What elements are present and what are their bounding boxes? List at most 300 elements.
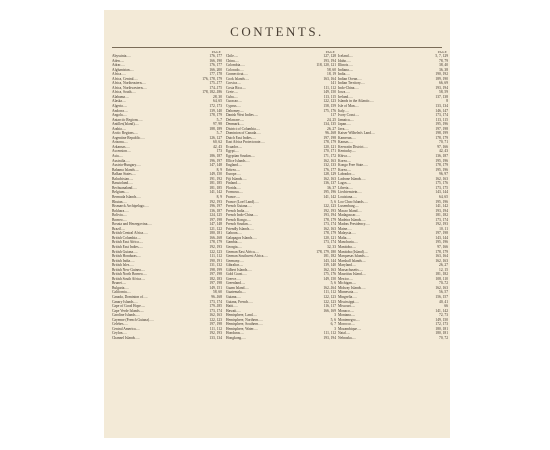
- entry-name: Italy.....: [338, 108, 349, 113]
- entry-name: Mozambique.....: [338, 326, 362, 331]
- entry-name: Kentucky.....: [338, 149, 357, 154]
- entry-page: 66, 69: [439, 81, 448, 86]
- entry-page: 28, 30: [213, 94, 222, 99]
- entry-name: Missouri.....: [338, 304, 356, 309]
- entry-name: Gaboon.....: [226, 231, 242, 236]
- entry-page: 197, 198: [323, 135, 336, 140]
- entry-name: British New Guinea.....: [112, 267, 146, 272]
- entry-name: Ireland.....: [338, 94, 353, 99]
- entry-name: Cyprus.....: [226, 104, 241, 109]
- entry-name: Jamaica.....: [338, 117, 355, 122]
- entry-name: Ivory Coast.....: [338, 113, 360, 118]
- entry-name: British Guiana.....: [112, 249, 138, 254]
- entry-page: 178, 179: [323, 231, 336, 236]
- entry-name: Connecticut.....: [226, 72, 248, 77]
- entry-page: 191, 192: [209, 176, 222, 181]
- entry-page: 181, 182: [435, 213, 448, 218]
- entry-page: 137, 138: [435, 94, 448, 99]
- entry-name: East Africa Protectorate.....: [226, 140, 265, 145]
- entry-page: 111, 112: [209, 326, 222, 331]
- entry-page: 97, 166: [437, 244, 448, 249]
- entry-name: Arctic Regions.....: [112, 131, 139, 136]
- entry-name: Hemisphere, Land.....: [226, 313, 258, 318]
- entry-page: 166, 190: [209, 58, 222, 63]
- entry-name: Nebraska.....: [338, 335, 357, 340]
- entry-page: 156, 157: [435, 294, 448, 299]
- entry-name: Iowa.....: [338, 90, 350, 95]
- entry-page: 64, 65: [213, 99, 222, 104]
- entry-name: Caroline Islands.....: [112, 313, 140, 318]
- entry-page: 139, 140: [323, 263, 336, 268]
- entry-page: 122, 123: [209, 317, 222, 322]
- entry-page: 197, 198: [209, 322, 222, 327]
- entry-page: 117: [330, 113, 336, 118]
- entry-name: Marshall Islands.....: [338, 258, 367, 263]
- entry-page: 97, 98: [213, 122, 222, 127]
- entry-name: California.....: [112, 290, 132, 295]
- entry-name: China.....: [226, 58, 240, 63]
- index-column: [112, 50, 222, 340]
- entry-name: Honduras.....: [226, 331, 245, 336]
- entry-page: 198, 199: [209, 267, 222, 272]
- entry-name: British East Africa.....: [112, 240, 144, 245]
- entry-name: Dahomey.....: [226, 108, 245, 113]
- entry-page: 124, 125: [209, 213, 222, 218]
- entry-page: 195, 196: [435, 167, 448, 172]
- entry-name: Eritrea.....: [226, 167, 241, 172]
- entry-page: 193, 194: [323, 213, 336, 218]
- entry-page: 122, 123: [323, 204, 336, 209]
- page-title: CONTENTS.: [230, 24, 324, 39]
- entry-page: 176, 177: [323, 167, 336, 172]
- entry-name: Baluchistan.....: [112, 176, 134, 181]
- entry-page: 189, 190: [435, 76, 448, 81]
- entry-page: 192, 193: [209, 244, 222, 249]
- entry-name: Montana.....: [338, 313, 356, 318]
- entry-name: Aden.....: [112, 58, 125, 63]
- column-page-header: PAGE: [325, 50, 335, 54]
- entry-name: Antilles(Island).....: [112, 122, 140, 127]
- entry-page: 149, 150: [323, 276, 336, 281]
- entry-name: Cuba.....: [226, 94, 239, 99]
- entry-page: 173, 174: [209, 299, 222, 304]
- entry-name: Mississippi.....: [338, 299, 359, 304]
- entry-page: 146, 147: [435, 108, 448, 113]
- entry-page: 162, 163: [323, 267, 336, 272]
- entry-page: 196, 197: [209, 158, 222, 163]
- entry-page: 3: [334, 326, 336, 331]
- entry-name: Africa.....: [112, 72, 126, 77]
- entry-page: 133, 134: [209, 335, 222, 340]
- entry-page: 173, 174: [323, 240, 336, 245]
- entry-page: 198, 199: [435, 131, 448, 136]
- entry-name: Islands in the Atlantic.....: [338, 99, 374, 104]
- entry-name: British Isles.....: [112, 263, 134, 268]
- entry-page: 96, 97: [439, 172, 448, 177]
- entry-name: Bahama Islands.....: [112, 167, 140, 172]
- entry-page: 122, 123: [323, 294, 336, 299]
- entry-page: 197, 198: [435, 231, 448, 236]
- entry-page: 70–72: [439, 281, 448, 286]
- entry-page: 193, 194: [435, 208, 448, 213]
- entry-name: Kaiser Wilhelm's Land.....: [338, 131, 376, 136]
- entry-page: 42, 43: [439, 149, 448, 154]
- entry-page: 42, 43: [213, 144, 222, 149]
- entry-name: Arkansas.....: [112, 144, 130, 149]
- entry-name: Hawaii.....: [226, 308, 241, 313]
- entry-page: 120, 121: [323, 144, 336, 149]
- entry-name: Hemisphere, Northern.....: [226, 317, 263, 322]
- title-rule: [112, 47, 442, 48]
- entry-page: 162, 163: [435, 258, 448, 263]
- entry-page: 166, 200: [209, 67, 222, 72]
- entry-page: 175–177: [209, 81, 222, 86]
- entry-name: Arizona.....: [112, 140, 129, 145]
- entry-page: 127, 128: [323, 54, 336, 58]
- entry-name: Mingrelia.....: [338, 294, 357, 299]
- entry-name: Florida.....: [226, 185, 241, 190]
- entry-name: German East Africa.....: [226, 249, 260, 254]
- entry-page: 149, 150: [323, 90, 336, 95]
- entry-page: 162, 163: [435, 285, 448, 290]
- entry-name: Manchuria.....: [338, 240, 359, 245]
- entry-page: 163, 164: [435, 254, 448, 259]
- entry-page: 5, 6: [330, 199, 336, 204]
- entry-page: 132, 133: [323, 163, 336, 168]
- entry-page: 178, 179: [209, 113, 222, 118]
- entry-name: Macao Island.....: [338, 208, 362, 213]
- entry-name: Maryland.....: [338, 263, 357, 268]
- entry-page: 78, 79: [439, 58, 448, 63]
- entry-name: Illinois.....: [338, 63, 353, 68]
- entry-name: Bulgaria.....: [112, 285, 129, 290]
- entry-name: Mexico.....: [338, 276, 354, 281]
- entry-page: 181, 182: [323, 254, 336, 259]
- entry-name: Colombia.....: [226, 63, 245, 68]
- entry-page: 195, 196: [435, 199, 448, 204]
- entry-name: Gold Coast.....: [226, 272, 247, 277]
- entry-name: Dominion of Canada.....: [226, 131, 261, 136]
- entry-page: 64, 65: [439, 194, 448, 199]
- entry-name: British Central Africa.....: [112, 231, 148, 236]
- entry-page: 162–164: [323, 285, 336, 290]
- entry-page: 177, 178: [209, 72, 222, 77]
- entry-page: 174–175: [209, 85, 222, 90]
- entry-page: 120, 121: [323, 235, 336, 240]
- index-entry: [226, 336, 336, 341]
- entry-page: 58, 60: [327, 67, 336, 72]
- entry-page: 24, 25: [327, 117, 336, 122]
- entry-name: Korea.....: [338, 167, 352, 172]
- entry-page: 175, 176: [323, 272, 336, 277]
- entry-page: 192, 193: [209, 199, 222, 204]
- entry-name: Basutoland.....: [112, 181, 133, 186]
- entry-page: 5, 6: [330, 317, 336, 322]
- entry-page: 186, 187: [209, 154, 222, 159]
- entry-name: Greece.....: [226, 276, 241, 281]
- entry-page: 173, 174: [323, 222, 336, 227]
- entry-name: Bolivia.....: [112, 213, 128, 218]
- entry-page: 8: [446, 99, 448, 104]
- entry-page: 141, 142: [435, 308, 448, 313]
- entry-name: Africa, South.....: [112, 90, 136, 95]
- entry-page: 162, 163: [323, 176, 336, 181]
- entry-page: 139, 140: [209, 108, 222, 113]
- entry-page: 149, 150: [435, 317, 448, 322]
- entry-name: Balkan States.....: [112, 172, 137, 177]
- entry-page: 12, 15: [439, 267, 448, 272]
- entry-page: 134, 135: [323, 122, 336, 127]
- entry-name: Idaho.....: [338, 58, 351, 63]
- entry-name: Japan.....: [338, 122, 351, 127]
- entry-name: Abyssinia.....: [112, 54, 131, 58]
- entry-page: 196, 197: [209, 204, 222, 209]
- entry-page: 173, 174: [209, 308, 222, 313]
- entry-name: Bermuda Islands.....: [112, 194, 141, 199]
- entry-name: Monaco.....: [338, 308, 355, 313]
- entry-name: Madeira Islands.....: [338, 217, 366, 222]
- entry-page: 172, 173: [435, 322, 448, 327]
- entry-page: 158, 159: [323, 104, 336, 109]
- entry-page: 178, 179: [435, 135, 448, 140]
- entry-name: Morocco.....: [338, 322, 356, 327]
- entry-page: 141, 142: [323, 194, 336, 199]
- entry-page: 143, 144: [435, 190, 448, 195]
- entry-page: 178, 179: [209, 240, 222, 245]
- entry-page: 178, 179, 180: [316, 249, 336, 254]
- entry-name: Friendly Islands.....: [226, 226, 254, 231]
- entry-name: Indian Territory.....: [338, 81, 365, 86]
- entry-page: 122, 123: [323, 299, 336, 304]
- entry-name: Canary Islands.....: [112, 299, 138, 304]
- entry-name: Celebes.....: [112, 322, 128, 327]
- entry-name: Alabama.....: [112, 94, 130, 99]
- entry-page: 197, 198: [209, 217, 222, 222]
- entry-name: Finland.....: [226, 181, 242, 186]
- entry-name: Angola.....: [112, 113, 128, 118]
- entry-name: Ecuador.....: [226, 144, 243, 149]
- entry-name: Chile.....: [226, 54, 239, 58]
- entry-name: Australia.....: [112, 158, 130, 163]
- entry-name: Kongo Free State.....: [338, 163, 368, 168]
- entry-page: 136, 187: [435, 154, 448, 159]
- entry-page: 118, 120, 121: [316, 63, 336, 68]
- entry-name: Adrar.....: [112, 63, 125, 68]
- entry-page: 162, 163: [323, 226, 336, 231]
- entry-name: Cayenne (French Guiana).....: [112, 317, 154, 322]
- entry-page: 66: [444, 304, 448, 309]
- entry-name: Africa, Northeastern.....: [112, 81, 147, 86]
- entry-page: 173, 174: [435, 217, 448, 222]
- entry-page: 190, 192: [435, 72, 448, 77]
- entry-name: Crete.....: [226, 90, 239, 95]
- entry-name: Malaysia.....: [338, 231, 356, 236]
- entry-name: Bechuanaland.....: [112, 185, 137, 190]
- entry-name: Afghanistan.....: [112, 67, 135, 72]
- entry-page: 149, 150: [209, 172, 222, 177]
- entry-page: 176, 178, 179: [202, 76, 222, 81]
- entry-page: 182, 183: [209, 276, 222, 281]
- column-page-header: PAGE: [211, 50, 221, 54]
- entry-name: Danish West Indies.....: [226, 113, 259, 118]
- entry-name: Manitoba (Island).....: [338, 249, 369, 254]
- entry-page: 70, 71: [439, 140, 448, 145]
- entry-name: Gambia.....: [226, 240, 242, 245]
- entry-name: Isle of Man.....: [338, 104, 360, 109]
- entry-page: 192, 193: [209, 331, 222, 336]
- entry-page: 136, 137: [323, 181, 336, 186]
- entry-name: French Indo-China.....: [226, 213, 258, 218]
- entry-page: 40, 41: [439, 299, 448, 304]
- entry-page: 108, 110: [435, 276, 448, 281]
- entry-page: 8, 9: [216, 167, 222, 172]
- entry-name: Guatemala.....: [226, 290, 247, 295]
- entry-name: India.....: [338, 72, 350, 77]
- entry-page: 171, 172: [323, 154, 336, 159]
- entry-page: 141, 142: [209, 190, 222, 195]
- entry-name: Luxemburg.....: [338, 204, 360, 209]
- entry-page: 173: [216, 149, 222, 154]
- entry-name: Europe.....: [226, 172, 241, 177]
- entry-name: Austria-Hungary.....: [112, 163, 141, 168]
- entry-page: 170, 171: [323, 149, 336, 154]
- entry-name: Loo Choo Islands.....: [338, 199, 369, 204]
- entry-page: 178, 179: [435, 163, 448, 168]
- entry-page: 96–168: [211, 294, 222, 299]
- entry-page: 192, 193: [435, 222, 448, 227]
- entry-page: 192, 193: [323, 208, 336, 213]
- entry-name: French Soudan.....: [226, 222, 253, 227]
- entry-name: Madras Presidency.....: [338, 222, 370, 227]
- entry-page: 72, 73: [439, 313, 448, 318]
- entry-name: Ellice Islands.....: [226, 158, 250, 163]
- entry-page: 178, 179: [435, 249, 448, 254]
- entry-page: 147, 148: [209, 163, 222, 168]
- entry-page: 175, 176: [323, 108, 336, 113]
- entry-name: Colorado.....: [226, 67, 244, 72]
- entry-page: 5–7: [216, 131, 222, 136]
- entry-page: 58, 60: [213, 290, 222, 295]
- entry-name: French Guiana.....: [226, 204, 252, 209]
- entry-page: 176, 177: [209, 63, 222, 68]
- entry-name: Indian Ocean.....: [338, 76, 362, 81]
- entry-page: 163, 164: [323, 76, 336, 81]
- entry-page: 70, 72: [439, 335, 448, 340]
- entry-name: Argentine Republic.....: [112, 135, 145, 140]
- index-entry: [338, 336, 448, 341]
- entry-name: Asia.....: [112, 154, 124, 159]
- entry-page: 111, 112: [323, 85, 336, 90]
- entry-name: Lagos.....: [338, 181, 352, 186]
- entry-name: Costa Rica.....: [226, 85, 247, 90]
- entry-name: Korea.....: [338, 158, 352, 163]
- entry-name: Natal.....: [338, 331, 351, 336]
- entry-name: Guiana.....: [226, 294, 241, 299]
- entry-name: Corsica.....: [226, 81, 242, 86]
- entry-name: Montenegro.....: [338, 317, 361, 322]
- entry-name: Kansas.....: [338, 140, 353, 145]
- entry-page: 195, 196: [435, 240, 448, 245]
- entry-page: 111, 112: [323, 331, 336, 336]
- entry-page: 180, 181: [435, 326, 448, 331]
- entry-page: 131, 132: [209, 263, 222, 268]
- entry-page: 178, 179: [323, 140, 336, 145]
- entry-page: 197, 198: [435, 126, 448, 131]
- entry-name: British Honduras.....: [112, 254, 142, 259]
- entry-page: 181, 185: [209, 185, 222, 190]
- entry-page: 195, 196: [323, 190, 336, 195]
- entry-page: 113, 115: [323, 94, 336, 99]
- entry-name: Egyptian Soudan.....: [226, 154, 256, 159]
- entry-name: Formosa.....: [226, 190, 244, 195]
- entry-page: 162, 163: [323, 158, 336, 163]
- entry-name: Brunei.....: [112, 281, 127, 286]
- entry-page: 188, 189: [209, 126, 222, 131]
- entry-name: Algeria.....: [112, 104, 128, 109]
- entry-name: Ladrone Islands.....: [338, 176, 366, 181]
- entry-page: 121, 122: [209, 226, 222, 231]
- entry-page: 36, 37: [327, 185, 336, 190]
- entry-name: Georgia.....: [226, 244, 243, 249]
- entry-name: Java.....: [338, 126, 349, 131]
- entry-page: 116, 117: [323, 304, 336, 309]
- entry-name: Ascension.....: [112, 149, 132, 154]
- entry-page: 126, 127: [209, 135, 222, 140]
- column-page-header: PAGE: [437, 50, 447, 54]
- entry-page: 5, 7, 129: [435, 54, 448, 58]
- entry-page: 195, 196: [435, 122, 448, 127]
- entry-name: England.....: [226, 163, 243, 168]
- entry-page: 178, 182–186: [202, 90, 222, 95]
- entry-page: 113, 115: [435, 117, 448, 122]
- entry-name: Massachusetts.....: [338, 267, 364, 272]
- entry-page: 8, 9: [216, 194, 222, 199]
- entry-name: Minnesota.....: [338, 290, 358, 295]
- entry-page: 6, 7: [330, 322, 336, 327]
- entry-name: Greenland.....: [226, 281, 246, 286]
- entry-name: Liberia.....: [338, 185, 353, 190]
- index-column: [226, 50, 336, 340]
- entry-page: 26, 27: [439, 263, 448, 268]
- entry-name: Africa, Northwestern.....: [112, 85, 148, 90]
- entry-name: Mauritius Island.....: [338, 272, 367, 277]
- entry-page: 195, 196: [435, 158, 448, 163]
- entry-name: Kamerun.....: [338, 135, 356, 140]
- entry-page: 162, 163: [435, 176, 448, 181]
- entry-name: Hongkong.....: [226, 335, 246, 340]
- entry-page: 10, 11: [439, 226, 448, 231]
- entry-page: 97, 166: [437, 144, 448, 149]
- entry-page: 175, 176: [435, 181, 448, 186]
- entry-name: Labrador.....: [338, 172, 356, 177]
- entry-name: Andorra.....: [112, 108, 129, 113]
- entry-name: Ceylon.....: [112, 331, 127, 336]
- entry-name: British South Africa.....: [112, 276, 146, 281]
- entry-name: Michigan.....: [338, 281, 357, 286]
- entry-name: British East Indies.....: [112, 244, 144, 249]
- entry-name: Denmark.....: [226, 122, 244, 127]
- entry-page: 58, 59: [439, 90, 448, 95]
- entry-name: Guam Island.....: [226, 285, 249, 290]
- entry-name: Marquesas Islands.....: [338, 254, 370, 259]
- entry-name: Dutch East Indies.....: [226, 135, 257, 140]
- entry-page: 143, 144: [435, 235, 448, 240]
- entry-name: British Columbia.....: [112, 235, 142, 240]
- entry-name: Hemisphere, Southern.....: [226, 322, 263, 327]
- entry-page: 5, 6: [330, 281, 336, 286]
- entry-page: 143, 144: [323, 258, 336, 263]
- entry-name: Maine.....: [338, 226, 352, 231]
